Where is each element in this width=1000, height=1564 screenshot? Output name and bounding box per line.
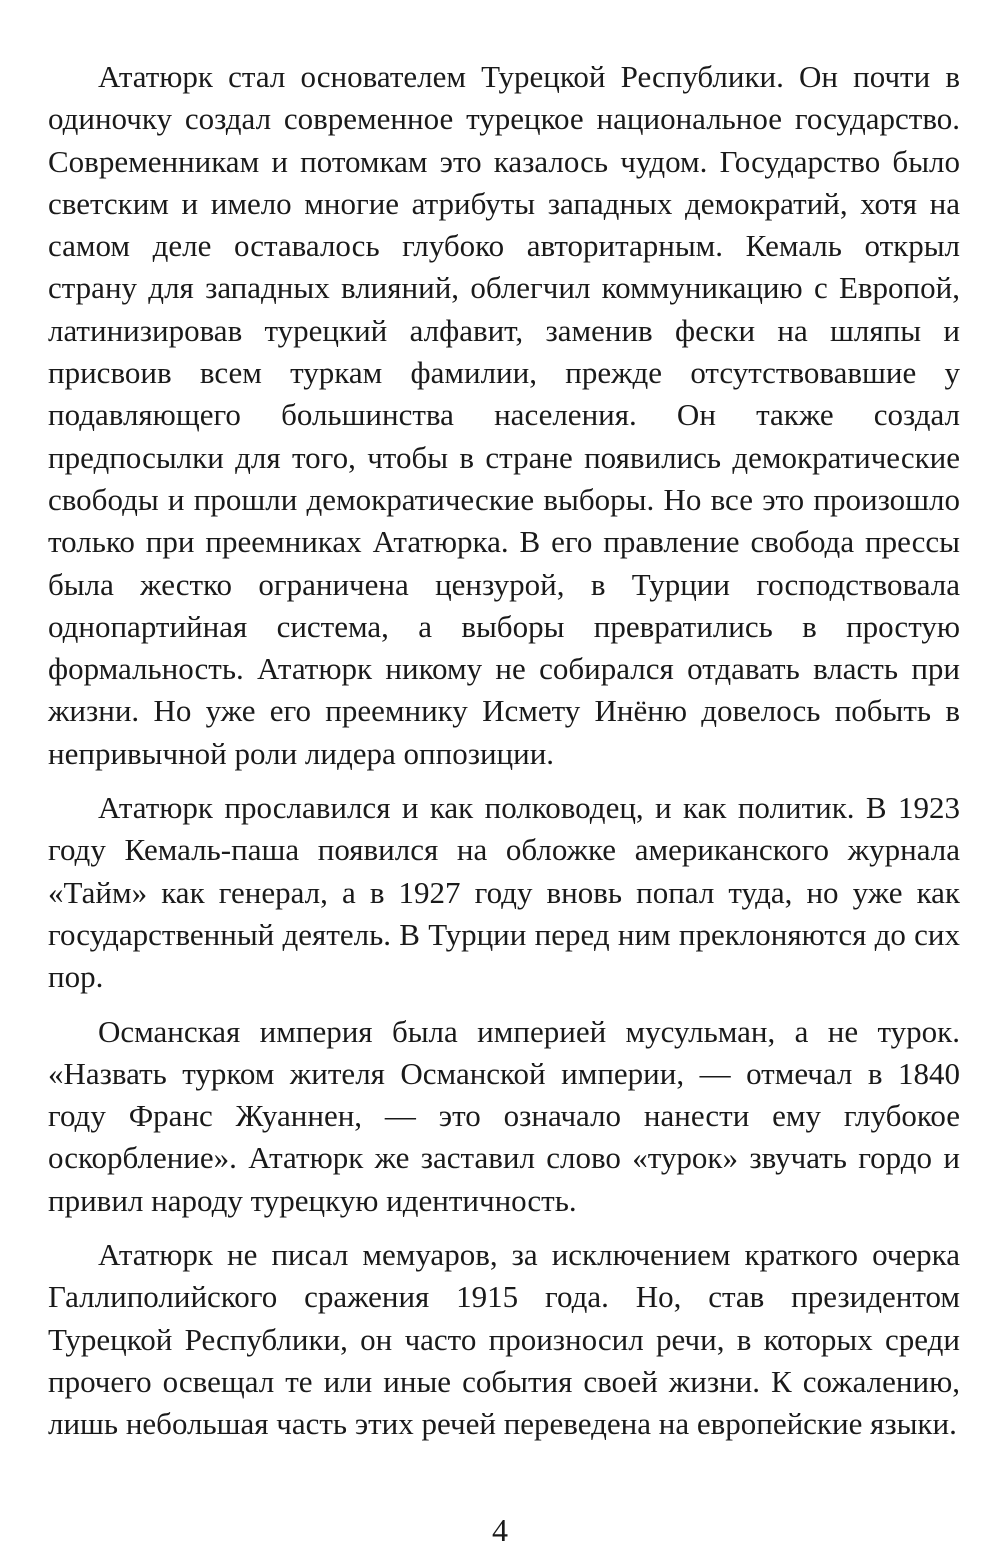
paragraph-ottoman-identity: Османская империя была империей мусульман, а не турок. «Назвать турком жителя Османской империи, — отмечал в 1840 году Франс Жуаннен, — это означало нанести ему глубокое оскорбление». Ататюрк же заставил слово «турок» звучать гордо и привил народу турецкую идентичность. bbox=[48, 1013, 960, 1218]
paragraph-memoirs: Ататюрк не писал мемуаров, за исключением краткого очерка Галлиполийского сражения 1915 года. Но, став президентом Турецкой Республики, он часто произносил речи, в которых среди прочего освещал те или иные события своей жизни. К сожалению, лишь небольшая часть этих речей переведена на европейские языки. bbox=[48, 1237, 960, 1442]
paragraph-founder: Ататюрк стал основателем Турецкой Республики. Он почти в одиночку создал современное турецкое национальное государство. Современникам и потомкам это казалось чудом. Государство было светским и имело многие атрибуты западных демократий, хотя на самом деле оставалось глубоко авторитарным. Кемаль открыл страну для западных влияний, облегчил коммуникацию с Европой, латинизировав турецкий алфавит, заменив фески на шляпы и присвоив всем туркам фамилии, прежде отсутствовавшие у подавляющего большинства населения. Он также создал предпосылки для того, чтобы в стране появились демократические свободы и прошли демократические выборы. Но все это произошло только при преемниках Ататюрка. В его правление свобода прессы была жестко ограничена цензурой, в Турции господствовала однопартийная система, а выборы превратились в простую формальность. Ататюрк никому не собирался отдавать власть при жизни. Но уже его преемнику Исмету Инёню довелось побыть в непривычной роли лидера оппозиции. bbox=[48, 59, 960, 771]
body-text bbox=[48, 56, 960, 1446]
page-number: 4 bbox=[492, 1512, 508, 1548]
paragraph-commander: Ататюрк прославился и как полководец, и как политик. В 1923 году Кемаль-паша появился на обложке американского журнала «Тайм» как генерал, а в 1927 году вновь попал туда, но уже как государственный деятель. В Турции перед ним преклоняются до сих пор. bbox=[48, 790, 960, 995]
